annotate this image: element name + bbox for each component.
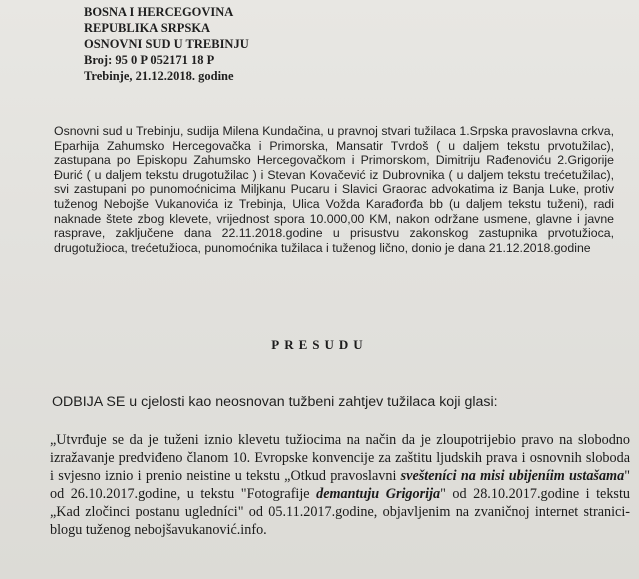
intro-paragraph: Osnovni sud u Trebinju, sudija Milena Kundačina, u pravnoj stvari tužilaca 1.Srpska pravoslavna crkva, Eparhija Zahumsko Hercegovačka i Primorska, Mansatir Tvrdoš ( u daljem tekstu prvotužilac), zastupana po Episkopu Zahumsko Hercegovačkom i Primorskom, Dimitriju Rađenoviću 2.Grigorije Đurić ( u daljem tekstu drugotužilac ) i Stevan Kovačević iz Dubrovnika ( u daljem tekstu trećetužilac), svi zastupani po punomoćnicima Miljkanu Pucaru i Slavici Graorac advokatima iz Banja Luke, protiv tuženog Nebojše Vukanovića iz Trebinja, Ulica Vožda Karađorđa bb (u daljem tekstu tuženi), radi naknade štete zbog klevete, vrijednost spora 10.000,00 KM, nakon održane usmene, glavne i javne rasprave, zaključene dana 22.11.2018.godine u prisustvu zakonskog zastupnika prvotužioca, drugotužioca, trećetužioca, punomoćnika tužilaca i tuženog lično, donio je dana 21.12.2018.godine xyxy=(54,124,614,255)
quote-text-2: " od 26.10.2017.godine, u tekstu "Fotografije xyxy=(50,468,630,502)
header-country: BOSNA I HERCEGOVINA xyxy=(84,5,234,19)
court-header xyxy=(84,4,249,84)
quote-emphasis-1: svešteníci na misi ubijeníim ustašama xyxy=(400,468,625,484)
header-case-number: Broj: 95 0 P 052171 18 P xyxy=(84,53,215,67)
quote-emphasis-2: demantuju Grigorija xyxy=(316,486,441,502)
header-date: Trebinje, 21.12.2018. godine xyxy=(84,69,234,83)
quote-text-3: " od 28.10.2017.godine i tekstu „Kad zločinci postanu ugledníci" od 05.11.2017.godine, objavljenim na zvaničnoj internet stranici-blogu tuženog nebojšavukanović.info. xyxy=(50,486,630,538)
quote-text-1: „Utvrđuje se da je tuženi iznio klevetu tužiocima na način da je zloupotrijebio pravo na slobodno izražavanje predviđeno članom 10. Evropske konvencije za zaštitu ljudskih prava i osnovnih sloboda i svjesno iznio i prenio neistine u tekstu „Otkud pravoslavni xyxy=(50,432,630,484)
claim-quote xyxy=(50,431,630,539)
verdict-title: PRESUDU xyxy=(271,337,368,352)
rejection-paragraph: ODBIJA SE u cjelosti kao neosnovan tužbeni zahtjev tužilaca koji glasi: xyxy=(52,394,498,410)
header-court: OSNOVNI SUD U TREBINJU xyxy=(84,37,249,51)
header-entity: REPUBLIKA SRPSKA xyxy=(84,21,211,35)
